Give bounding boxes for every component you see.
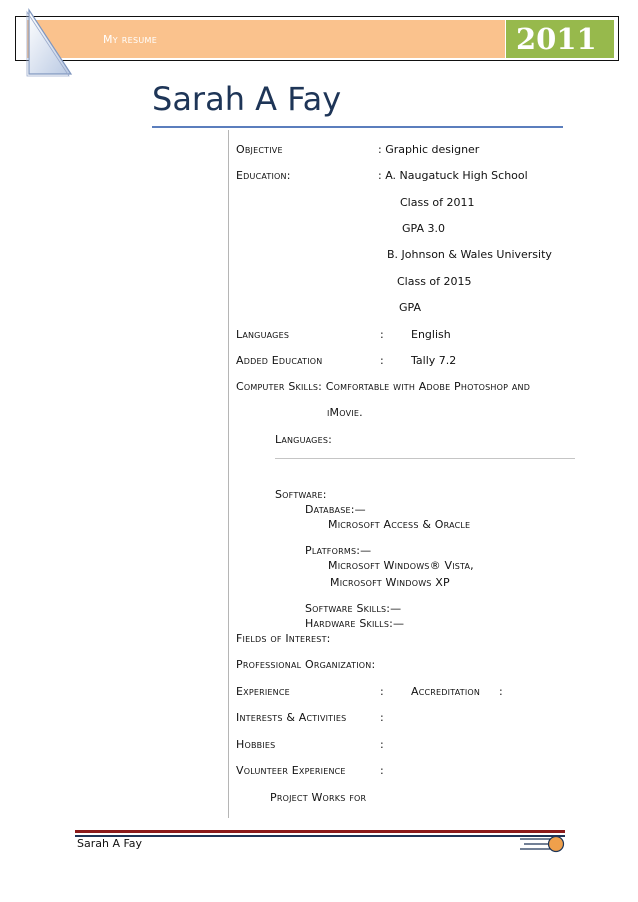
software-skills-label: Software Skills:—	[305, 602, 402, 615]
corner-triangle-icon	[25, 8, 73, 78]
experience-label: Experience	[236, 685, 290, 698]
software-label: Software:	[275, 488, 327, 501]
left-margin-rule	[228, 130, 229, 818]
added-education-label: Added Education	[236, 354, 323, 367]
accreditation-colon: :	[499, 685, 503, 698]
hobbies-colon: :	[380, 738, 384, 751]
name-underline	[152, 126, 563, 128]
platforms-value-2: Microsoft Windows XP	[330, 576, 450, 589]
computer-skills-cont: iMovie.	[327, 406, 363, 419]
education-b-gpa: GPA	[399, 301, 421, 314]
education-label: Education:	[236, 169, 291, 182]
header-band	[27, 20, 505, 58]
computer-skills: Computer Skills: Comfortable with Adobe Photoshop and	[236, 380, 531, 393]
added-education-value: Tally 7.2	[411, 354, 457, 367]
added-education-colon: :	[380, 354, 384, 367]
section-divider	[275, 458, 575, 459]
experience-colon: :	[380, 685, 384, 698]
footer-logo-icon	[520, 833, 568, 855]
footer-rule-bottom	[75, 835, 565, 837]
objective-value: : Graphic designer	[378, 143, 480, 156]
volunteer-label: Volunteer Experience	[236, 764, 346, 777]
footer-rule-top	[75, 830, 565, 833]
professional-organization-label: Professional Organization:	[236, 658, 376, 671]
languages-label: Languages	[236, 328, 290, 341]
resume-name: Sarah A Fay	[152, 80, 342, 118]
education-b-class: Class of 2015	[397, 275, 472, 288]
platforms-value-1: Microsoft Windows® Vista,	[328, 559, 474, 572]
accreditation-label: Accreditation	[411, 685, 481, 698]
languages-sub: Languages:	[275, 433, 333, 446]
database-value: Microsoft Access & Oracle	[328, 518, 471, 531]
education-a: : A. Naugatuck High School	[378, 169, 528, 182]
footer-name: Sarah A Fay	[77, 837, 143, 850]
education-b: B. Johnson & Wales University	[387, 248, 552, 261]
languages-value: English	[411, 328, 451, 341]
project-works-label: Project Works for	[270, 791, 367, 804]
header-title: My resume	[103, 33, 158, 46]
platforms-label: Platforms:—	[305, 544, 372, 557]
hobbies-label: Hobbies	[236, 738, 276, 751]
volunteer-colon: :	[380, 764, 384, 777]
hardware-skills-label: Hardware Skills:—	[305, 617, 405, 630]
header-year: 2011	[516, 22, 597, 56]
objective-label: Objective	[236, 143, 283, 156]
fields-of-interest-label: Fields of Interest:	[236, 632, 331, 645]
education-a-class: Class of 2011	[400, 196, 475, 209]
languages-colon: :	[380, 328, 384, 341]
education-a-gpa: GPA 3.0	[402, 222, 445, 235]
interests-colon: :	[380, 711, 384, 724]
interests-label: Interests & Activities	[236, 711, 347, 724]
database-label: Database:—	[305, 503, 366, 516]
